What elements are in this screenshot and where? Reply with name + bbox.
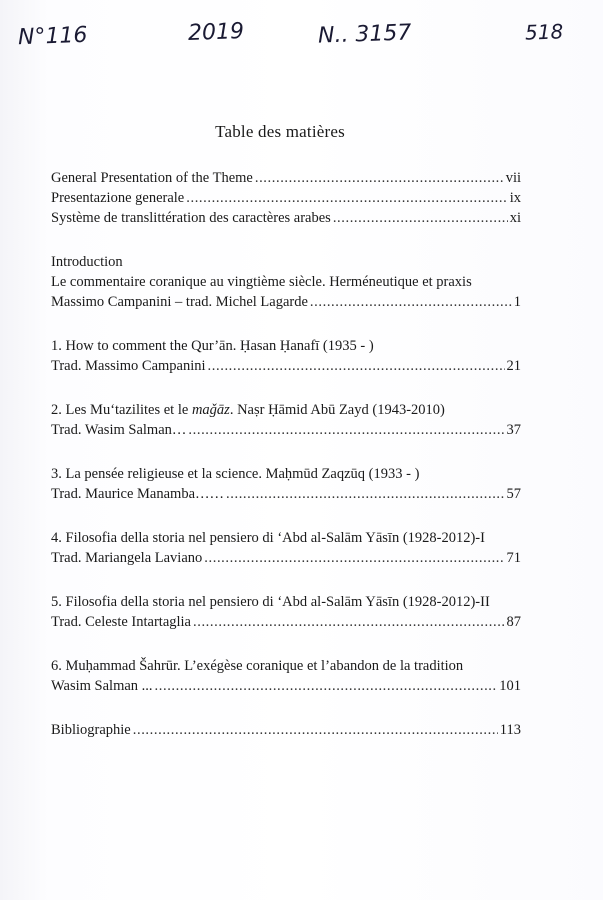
toc-entry bbox=[51, 292, 521, 312]
toc-entry-page: 71 bbox=[506, 550, 521, 566]
toc-entry bbox=[51, 612, 521, 632]
toc-entry-label: Trad. Celeste Intartaglia bbox=[51, 614, 191, 630]
handwritten-note: N.. 3157 bbox=[317, 20, 412, 49]
introduction-heading: Introduction bbox=[51, 254, 123, 270]
toc-entry-page: 57 bbox=[506, 486, 521, 502]
chapter-title: 2. Les Mu‘tazilites et le maǧāz. Naṣr Ḥāmid Abū Zayd (1943-2010) bbox=[51, 402, 445, 418]
leader-dots bbox=[310, 292, 512, 312]
leader-dots bbox=[186, 188, 507, 208]
chapter-title: 5. Filosofia della storia nel pensiero di ‘Abd al-Salām Yāsīn (1928-2012)-II bbox=[51, 594, 490, 610]
toc-entry-label: Bibliographie bbox=[51, 722, 131, 738]
toc-entry-label: Système de translittération des caractères arabes bbox=[51, 210, 331, 226]
toc-entry-label: Trad. Mariangela Laviano bbox=[51, 550, 203, 566]
toc-entry-page: 21 bbox=[506, 358, 521, 374]
toc-entry-page: 101 bbox=[499, 678, 521, 694]
toc-entry-label: Trad. Wasim Salman… bbox=[51, 422, 187, 438]
leader-dots bbox=[255, 168, 504, 188]
leader-dots bbox=[208, 356, 505, 376]
leader-dots bbox=[204, 548, 504, 568]
toc-entry bbox=[51, 356, 521, 376]
toc-entry bbox=[51, 720, 521, 740]
chapter-title: 6. Muḥammad Šahrūr. L’exégèse coranique et l’abandon de la tradition bbox=[51, 658, 464, 674]
leader-dots bbox=[333, 208, 508, 228]
toc-entry bbox=[51, 420, 521, 440]
toc-entry bbox=[51, 676, 521, 696]
leader-dots bbox=[226, 484, 504, 504]
handwritten-note: 2019 bbox=[187, 19, 245, 46]
page-title: Table des matières bbox=[215, 122, 345, 141]
handwritten-note: 518 bbox=[524, 19, 564, 45]
toc-entry-label: General Presentation of the Theme bbox=[51, 170, 253, 186]
chapter-title: 4. Filosofia della storia nel pensiero di ‘Abd al-Salām Yāsīn (1928-2012)-I bbox=[51, 530, 485, 546]
toc-entry bbox=[51, 168, 521, 188]
toc-entry-label: Massimo Campanini – trad. Michel Lagarde bbox=[51, 294, 308, 310]
toc-entry bbox=[51, 188, 521, 208]
introduction-subtitle: Le commentaire coranique au vingtième siècle. Herméneutique et praxis bbox=[51, 274, 472, 290]
toc-entry-page: 113 bbox=[499, 722, 521, 738]
toc-entry-page: vii bbox=[505, 170, 521, 186]
leader-dots bbox=[193, 612, 505, 632]
toc-entry bbox=[51, 484, 521, 504]
toc-entry bbox=[51, 548, 521, 568]
chapter-title: 3. La pensée religieuse et la science. Maḥmūd Zaqzūq (1933 - ) bbox=[51, 466, 420, 482]
toc-entry-label: Presentazione generale bbox=[51, 190, 185, 206]
handwritten-note: N°116 bbox=[17, 22, 88, 51]
toc-entry-page: ix bbox=[509, 190, 521, 206]
leader-dots bbox=[155, 676, 498, 696]
toc-entry-page: xi bbox=[509, 210, 521, 226]
toc-entry-label: Trad. Massimo Campanini bbox=[51, 358, 206, 374]
table-of-contents bbox=[51, 168, 521, 740]
leader-dots bbox=[188, 420, 504, 440]
toc-entry bbox=[51, 208, 521, 228]
chapter-title: 1. How to comment the Qur’ān. Ḥasan Ḥanafī (1935 - ) bbox=[51, 338, 374, 354]
leader-dots bbox=[133, 720, 498, 740]
toc-entry-page: 87 bbox=[506, 614, 521, 630]
toc-entry-page: 1 bbox=[513, 294, 521, 310]
toc-entry-label: Trad. Maurice Manamba…… bbox=[51, 486, 225, 502]
toc-entry-page: 37 bbox=[506, 422, 521, 438]
toc-entry-label: Wasim Salman ... bbox=[51, 678, 153, 694]
